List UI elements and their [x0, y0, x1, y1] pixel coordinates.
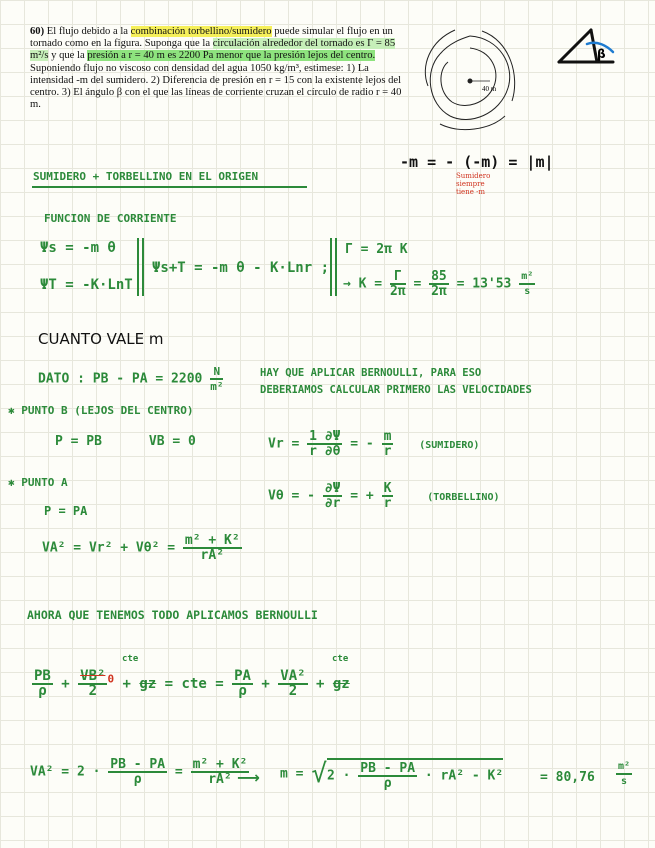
tornado-streamline-figure: [420, 26, 520, 136]
va-num: m² + K²: [184, 533, 240, 548]
beta-label: β: [597, 47, 606, 61]
divider-2b: [335, 238, 337, 296]
problem-statement: [30, 26, 410, 111]
bern-vb-num: VB²: [80, 668, 106, 684]
point-a-heading: ✱ PUNTO A: [8, 476, 68, 489]
k-frac1-num: Γ: [390, 270, 406, 285]
implies-arrow: ⟶: [237, 768, 260, 787]
bern-va-num: VA²: [280, 668, 306, 684]
final-f2-num: m² + K²: [192, 757, 248, 772]
stream-function-heading: FUNCION DE CORRIENTE: [44, 212, 177, 225]
point-b-heading: ✱ PUNTO B (LEJOS DEL CENTRO): [8, 404, 194, 417]
final-m-equation: [280, 758, 503, 790]
bern-va-den: 2: [288, 683, 298, 699]
final-root-den: ρ: [383, 776, 392, 791]
bern-pb-den: ρ: [38, 683, 47, 699]
highlight-circulation: circulación alrededor del tornado es Γ = 85 m²/s: [30, 38, 396, 62]
vr-equation: [268, 430, 479, 458]
point-b-equation: P = PB VB = 0: [55, 434, 196, 449]
vr-rhs: = -: [350, 436, 374, 452]
highlight-pressure: presión a r = 40 m es 2200 Pa menor que la presión lejos del centro.: [87, 50, 376, 62]
final-eq: =: [174, 764, 183, 780]
problem-text-4: Suponiendo flujo no viscoso con densidad del agua 1050 kg/m³, estimese: 1) La intensidad -m del sumidero. 2) Diferencia de presión en r = 15 con la existente lejos del centro. 3) El ángulo β con el que las líneas de corriente cruzan el círculo de radio r = 40 m.: [30, 62, 402, 111]
final-root-pre: 2 ·: [326, 768, 351, 784]
psi-vortex: ΨT = -K·LnT: [40, 277, 133, 293]
pressure-data: [38, 365, 223, 393]
point-b-text: PUNTO B (LEJOS DEL CENTRO): [21, 404, 194, 417]
k-lhs: → K =: [343, 276, 383, 292]
figure-radius-label: 40 m: [482, 85, 497, 93]
vr-result-den: r: [383, 444, 392, 459]
how-much-heading: CUANTO VALE m: [38, 330, 164, 348]
divider-2a: [330, 238, 332, 296]
problem-number: 60): [30, 26, 45, 37]
k-result: = 13'53: [456, 276, 512, 292]
cte-label-1: cte: [122, 654, 139, 664]
vtheta-lhs: Vθ = -: [268, 488, 315, 504]
va-den: rA²: [200, 548, 225, 563]
sink-note-line-2: siempre: [456, 180, 485, 188]
bern-vb-den: 2: [88, 683, 98, 699]
pressure-unit-num: N: [210, 365, 223, 380]
vtheta-frac-den: ∂r: [324, 496, 341, 511]
k-frac2-num: 85: [431, 269, 447, 284]
vr-frac-den: r ∂θ: [309, 444, 341, 459]
highlight-combination: combinación torbellino/sumidero: [130, 26, 272, 37]
divider-1b: [142, 238, 144, 296]
bernoulli-note-line-1: HAY QUE APLICAR BERNOULLI, PARA ESO: [260, 367, 482, 379]
point-a-equation: P = PA: [44, 504, 88, 518]
vtheta-result-num: K: [383, 481, 392, 496]
vtheta-result-den: r: [383, 496, 392, 511]
vr-result-num: m: [383, 429, 392, 444]
pressure-data-text: DATO : PB - PA = 2200: [38, 371, 203, 387]
final-unit-den: s: [621, 776, 628, 787]
k-unit-den: s: [524, 286, 531, 297]
bern-gz-left: gz: [139, 676, 157, 692]
final-unit: [616, 760, 632, 788]
pressure-unit-den: m²: [210, 380, 224, 393]
bernoulli-equation: $\frac{PB}{\rho}$ + $\frac{\text{VB²}}{2}$ $^0$ + gz = cte = $\frac{PA}{\rho}$ + $\frac{\text{VA²}}{2}$ + gz: [34, 668, 350, 699]
bern-pa-num: PA: [234, 668, 251, 684]
vtheta-frac-num: ∂Ψ: [324, 481, 341, 496]
final-f1-den: ρ: [133, 772, 142, 787]
sqrt-content: [327, 758, 503, 790]
final-va-equation: [30, 758, 249, 786]
final-result-value: = 80,76: [540, 770, 595, 785]
vr-lhs: Vr =: [268, 436, 300, 452]
sink-note-line-3: tiene -m: [456, 188, 486, 196]
psi-combined: Ψs+T = -m θ - K·Lnr ;: [152, 260, 330, 276]
bernoulli-note-line-2: DEBERIAMOS CALCULAR PRIMERO LAS VELOCIDADES: [260, 384, 532, 396]
final-root-num: PB - PA: [360, 761, 416, 776]
psi-sink: Ψs = -m θ: [40, 240, 116, 256]
gamma-relation: Γ = 2π K: [345, 242, 408, 257]
point-a-text: PUNTO A: [21, 476, 68, 489]
va-lhs: VA² = Vr² + Vθ² =: [42, 540, 176, 556]
final-unit-num: m²: [616, 760, 632, 775]
final-f2-den: rA²: [208, 772, 232, 787]
cte-label-2: cte: [332, 654, 349, 664]
title-underline: [32, 186, 307, 188]
k-unit-num: m²: [519, 270, 535, 285]
bern-mid: = cte =: [164, 676, 224, 692]
apply-bernoulli-heading: AHORA QUE TENEMOS TODO APLICAMOS BERNOULLI: [27, 608, 318, 622]
m-sign-equation: -m = - (-m) = |m|: [400, 153, 554, 171]
final-m-lhs: m =: [280, 766, 304, 782]
va-squared-equation: [42, 534, 242, 562]
k-frac1-den: 2π: [389, 284, 406, 299]
k-equation: → K = $\frac{\Gamma}{2\pi}$ = $\frac{85}{2\pi}$ = 13'53 $\frac{\text{m²}}{s}$: [343, 269, 534, 299]
final-root-post: · rA² - K²: [424, 768, 504, 784]
vr-label: (SUMIDERO): [419, 439, 480, 451]
section-title: SUMIDERO + TORBELLINO EN EL ORIGEN: [33, 170, 259, 183]
k-frac2-den: 2π: [431, 284, 447, 299]
final-lhs: VA² = 2 ·: [30, 764, 101, 780]
sink-note-line-1: Sumidero: [456, 172, 491, 180]
vr-frac-num: 1 ∂Ψ: [309, 429, 341, 444]
bern-zero: 0: [107, 672, 115, 686]
problem-text-1: El flujo debido a la: [46, 26, 128, 37]
bern-pa-den: ρ: [238, 683, 247, 699]
bern-gz-right: gz: [332, 676, 350, 692]
problem-text-2: puede simular el flujo en un tornado como en la figura. Suponga que la: [30, 26, 393, 50]
vtheta-rhs: = +: [350, 488, 374, 504]
bern-pb-num: PB: [34, 668, 51, 684]
sink-note: [456, 172, 490, 196]
vtheta-equation: [268, 482, 500, 510]
problem-text-3: y que la: [51, 50, 85, 62]
final-result: [540, 770, 595, 785]
vtheta-label: (TORBELLINO): [427, 491, 500, 503]
sqrt-icon: √: [311, 759, 327, 789]
beta-angle-sketch: [553, 20, 623, 80]
divider-1a: [137, 238, 139, 296]
final-f1-num: PB - PA: [110, 757, 166, 772]
